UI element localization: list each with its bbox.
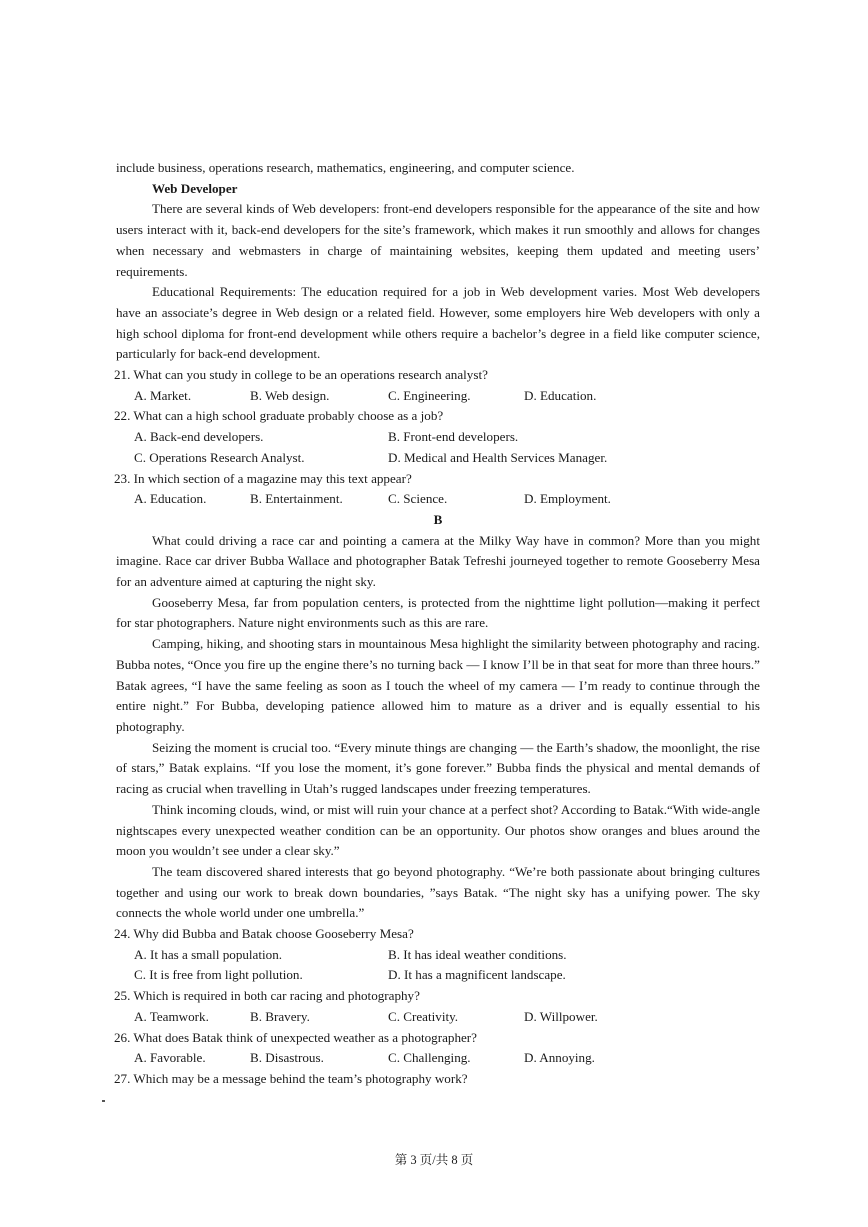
option-row <box>116 427 760 448</box>
section-b-paragraph: Seizing the moment is crucial too. “Every minute things are changing — the Earth’s shadow, the moonlight, the rise of stars,” Batak explains. “If you lose the moment, it’s gone forever.” Bubba finds the physical and mental demands of racing as crucial when travelling in Utah’s rugged landscapes under freezing temperatures. <box>116 739 760 797</box>
option-row <box>116 1007 760 1028</box>
answer-option: B. It has ideal weather conditions. <box>388 946 567 962</box>
answer-option: D. Willpower. <box>524 1008 598 1024</box>
answer-option: B. Front-end developers. <box>388 429 519 445</box>
answer-option: B. Web design. <box>250 387 330 403</box>
answer-option: D. Education. <box>524 387 597 403</box>
web-developer-paragraph-1: There are several kinds of Web developers: front-end developers responsible for the appearance of the site and how users interact with it, back-end developers for the site’s framework, which makes it run smoothly and allows for changes when necessary and webmasters in charge of maintaining websites, keeping them updated and meeting users’ requirements. <box>116 201 760 279</box>
answer-option: A. Favorable. <box>134 1050 206 1066</box>
section-b-paragraph: Think incoming clouds, wind, or mist will ruin your chance at a perfect shot? According to Batak.“With wide-angle nightscapes every unexpected weather condition can be an opportunity. Our photos show oranges and blues around the moon you wouldn’t see under a clear sky.” <box>116 801 760 859</box>
answer-option: A. Market. <box>134 387 192 403</box>
section-b-label: B <box>433 511 443 527</box>
margin-mark <box>102 1100 105 1102</box>
option-row <box>116 1048 760 1069</box>
web-developer-heading: Web Developer <box>152 180 238 196</box>
answer-option: C. Science. <box>388 491 448 507</box>
section-b-paragraph: The team discovered shared interests that go beyond photography. “We’re both passionate about bringing cultures together and using our work to break down boundaries, ”says Batak. “The night sky has a unifying power. The sky connects the whole world under one umbrella.” <box>116 863 760 921</box>
answer-option: B. Entertainment. <box>250 491 343 507</box>
option-row <box>116 386 760 407</box>
option-row <box>116 489 760 510</box>
answer-option: C. Operations Research Analyst. <box>134 449 305 465</box>
option-row <box>116 945 760 966</box>
answer-option: C. Engineering. <box>388 387 471 403</box>
section-b-passage <box>116 531 760 924</box>
question-stem: 21. What can you study in college to be an operations research analyst? <box>114 367 488 383</box>
question-stem: 25. Which is required in both car racing and photography? <box>114 988 420 1004</box>
question-stem: 27. Which may be a message behind the team’s photography work? <box>114 1070 468 1086</box>
option-row <box>116 965 760 986</box>
web-developer-paragraph-2: Educational Requirements: The education required for a job in Web development varies. Most Web developers have an associate’s degree in Web design or a related field. However, some employers hire Web developers with only a high school diploma for front-end development while others require a bachelor’s degree in a field like computer science, particularly for back-end development. <box>116 284 760 362</box>
question-stem: 22. What can a high school graduate probably choose as a job? <box>114 408 444 424</box>
questions-section-a <box>116 365 760 510</box>
answer-option: C. Challenging. <box>388 1050 471 1066</box>
answer-option: B. Bravery. <box>250 1008 310 1024</box>
answer-option: C. It is free from light pollution. <box>134 967 303 983</box>
answer-option: D. Annoying. <box>524 1050 595 1066</box>
question-stem: 26. What does Batak think of unexpected weather as a photographer? <box>114 1029 477 1045</box>
answer-option: A. Education. <box>134 491 207 507</box>
answer-option: D. Medical and Health Services Manager. <box>388 449 608 465</box>
questions-section-b <box>116 924 760 1090</box>
intro-line: include business, operations research, mathematics, engineering, and computer science. <box>116 160 575 175</box>
page-content <box>116 158 760 1090</box>
page-footer: 第 3 页/共 8 页 <box>394 1153 474 1167</box>
question-stem: 24. Why did Bubba and Batak choose Gooseberry Mesa? <box>114 926 414 942</box>
option-row <box>116 448 760 469</box>
section-b-paragraph: Camping, hiking, and shooting stars in mountainous Mesa highlight the similarity between photography and racing. Bubba notes, “Once you fire up the engine there’s no turning back — I know I’ll be in that seat for more than three hours.” Batak agrees, “I have the same feeling as soon as I touch the wheel of my camera — I’m ready to continue through the entire night.” For Bubba, developing patience allowed him to mature as a driver and is equally essential to his photography. <box>116 636 760 734</box>
answer-option: D. It has a magnificent landscape. <box>388 967 566 983</box>
answer-option: B. Disastrous. <box>250 1050 324 1066</box>
section-b-paragraph: Gooseberry Mesa, far from population centers, is protected from the nighttime light pollution—making it perfect for star photographers. Nature night environments such as this are rare. <box>116 594 760 631</box>
answer-option: D. Employment. <box>524 491 611 507</box>
answer-option: A. Back-end developers. <box>134 429 264 445</box>
question-stem: 23. In which section of a magazine may this text appear? <box>114 470 412 486</box>
answer-option: A. Teamwork. <box>134 1008 209 1024</box>
answer-option: C. Creativity. <box>388 1008 459 1024</box>
answer-option: A. It has a small population. <box>134 946 283 962</box>
section-b-paragraph: What could driving a race car and pointing a camera at the Milky Way have in common? More than you might imagine. Race car driver Bubba Wallace and photographer Batak Tefreshi journeyed together to remote Gooseberry Mesa for an adventure aimed at capturing the night sky. <box>116 532 760 590</box>
